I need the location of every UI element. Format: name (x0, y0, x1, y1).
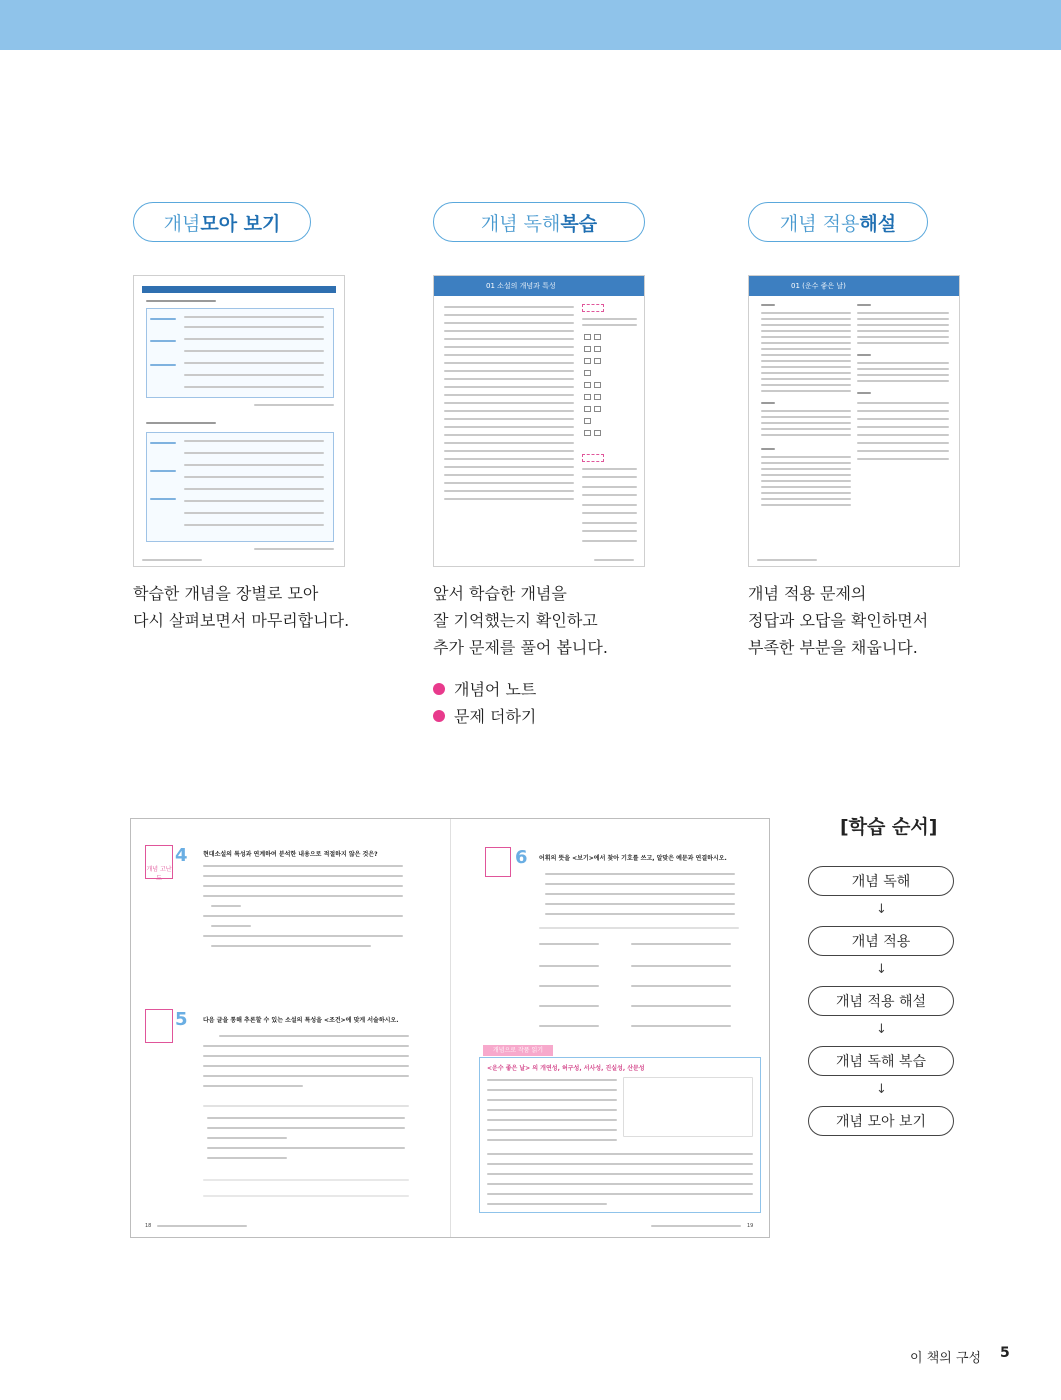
desc-line: 정답과 오답을 확인하면서 (748, 611, 929, 630)
pill-bold-text: 해설 (859, 212, 897, 235)
q5-number: 5 (175, 1009, 188, 1030)
desc-line: 잘 기억했는지 확인하고 (433, 611, 598, 630)
page-number: 5 (1000, 1345, 1010, 1361)
pill-bold-text: 모아 보기 (200, 212, 281, 235)
pill-text: 개념 (163, 212, 201, 235)
bullet-vocabulary-note (433, 677, 536, 700)
thumbnail-reading-review (433, 275, 645, 567)
thumbnail-answers (748, 275, 960, 567)
desc-line: 개념 적용 문제의 (748, 584, 867, 603)
left-page-number: 18 (145, 1223, 152, 1229)
q5-title: 다음 글을 통해 추론할 수 있는 소설의 특성을 <조건>에 맞게 서술하시오. (203, 1017, 399, 1024)
desc-reading-review (433, 580, 608, 661)
right-page-number: 19 (747, 1223, 754, 1229)
step-concept-reading: 개념 독해 (808, 866, 954, 896)
page-fold (450, 819, 451, 1237)
desc-application-answers (748, 580, 928, 661)
pill-text: 개념 적용 (779, 212, 860, 235)
thumbnail-header-text: 01 (운수 좋은 날) (791, 282, 846, 290)
desc-line: 다시 살펴보면서 마무리합니다. (133, 611, 350, 630)
desc-line: 추가 문제를 풀어 봅니다. (433, 638, 608, 657)
q6-number: 6 (515, 847, 528, 868)
top-color-band (0, 0, 1061, 50)
q4-title: 현대소설의 특성과 연계하여 분석한 내용으로 적절하지 않은 것은? (203, 851, 378, 858)
footer-section-label: 이 책의 구성 (910, 1351, 982, 1366)
q4-badge-label: 개념 고난도 (146, 866, 172, 882)
concept-reading-tag: 개념으로 작품 읽기 (483, 1045, 553, 1056)
desc-concept-summary (133, 580, 349, 634)
q4-number: 4 (175, 845, 188, 866)
pill-bold-text: 복습 (560, 212, 598, 235)
step-concept-summary: 개념 모아 보기 (808, 1106, 954, 1136)
pill-reading-review (433, 202, 645, 242)
bullet-label: 문제 더하기 (454, 707, 537, 726)
summary-table (146, 308, 334, 398)
learning-order-title: [학습 순서] (840, 816, 938, 838)
pink-bullet-icon (433, 683, 445, 695)
q6-badge (485, 847, 511, 877)
down-arrow-icon: ↓ (876, 962, 887, 977)
desc-line: 부족한 부분을 채웁니다. (748, 638, 918, 657)
down-arrow-icon: ↓ (876, 1022, 887, 1037)
thumbnail-header-bar (749, 276, 960, 296)
pink-bullet-icon (433, 710, 445, 722)
desc-line: 앞서 학습한 개념을 (433, 584, 567, 603)
bullet-extra-problems (433, 704, 536, 727)
thumbnail-concept-summary (133, 275, 345, 567)
pill-application-answers (748, 202, 928, 242)
down-arrow-icon: ↓ (876, 1082, 887, 1097)
step-concept-application: 개념 적용 (808, 926, 954, 956)
thumbnail-header-text: 01 소설의 개념과 특성 (486, 282, 556, 290)
q6-title: 어휘의 뜻을 <보기>에서 찾아 기호를 쓰고, 알맞은 예문과 연결하시오. (539, 855, 727, 862)
spread-thumbnail (130, 818, 770, 1238)
desc-line: 학습한 개념을 장별로 모아 (133, 584, 319, 603)
step-application-answers: 개념 적용 해설 (808, 986, 954, 1016)
bullet-label: 개념어 노트 (454, 680, 537, 699)
step-reading-review: 개념 독해 복습 (808, 1046, 954, 1076)
q5-badge (145, 1009, 173, 1043)
thumbnail-header-bar (142, 286, 336, 293)
pill-text: 개념 독해 (480, 212, 561, 235)
pill-concept-summary (133, 202, 311, 242)
down-arrow-icon: ↓ (876, 902, 887, 917)
q4-badge (145, 845, 173, 882)
concept-box-title: <운수 좋은 날> 의 개연성, 허구성, 서사성, 진실성, 산문성 (487, 1065, 645, 1072)
